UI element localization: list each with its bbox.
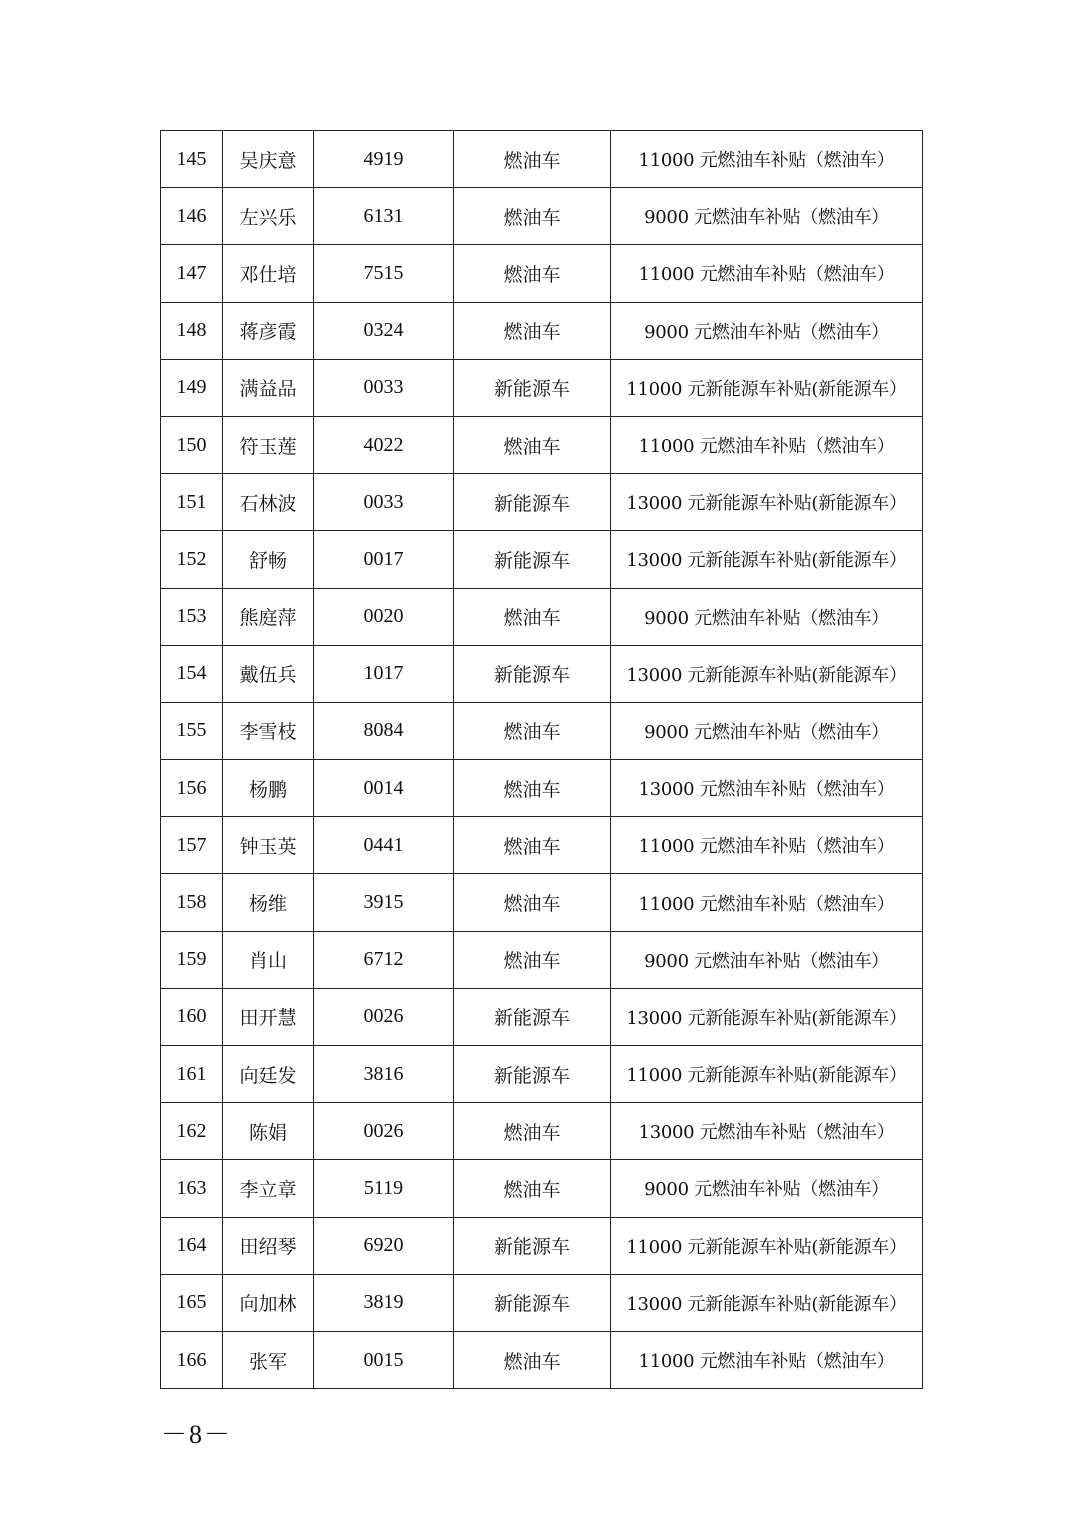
name-cell: 符玉莲 bbox=[223, 416, 314, 473]
subsidy-table-body bbox=[161, 131, 923, 1389]
vehicle-type-cell: 新能源车 bbox=[454, 531, 611, 588]
name-cell: 田绍琴 bbox=[223, 1217, 314, 1274]
vehicle-type-cell: 燃油车 bbox=[454, 931, 611, 988]
subsidy-cell: 9000 元燃油车补贴（燃油车） bbox=[611, 302, 923, 359]
row-number-cell: 147 bbox=[161, 245, 223, 302]
subsidy-cell: 11000 元燃油车补贴（燃油车） bbox=[611, 416, 923, 473]
table-row bbox=[161, 188, 923, 245]
table-row bbox=[161, 359, 923, 416]
plate-cell: 6131 bbox=[314, 188, 454, 245]
subsidy-cell: 13000 元新能源车补贴(新能源车） bbox=[611, 1274, 923, 1331]
table-row bbox=[161, 1046, 923, 1103]
table-row bbox=[161, 817, 923, 874]
subsidy-table bbox=[160, 130, 923, 1389]
table-row bbox=[161, 645, 923, 702]
subsidy-cell: 11000 元新能源车补贴(新能源车） bbox=[611, 1046, 923, 1103]
plate-cell: 0020 bbox=[314, 588, 454, 645]
subsidy-cell: 13000 元新能源车补贴(新能源车） bbox=[611, 645, 923, 702]
row-number-cell: 159 bbox=[161, 931, 223, 988]
table-row bbox=[161, 588, 923, 645]
name-cell: 李雪枝 bbox=[223, 702, 314, 759]
name-cell: 左兴乐 bbox=[223, 188, 314, 245]
vehicle-type-cell: 燃油车 bbox=[454, 588, 611, 645]
row-number-cell: 160 bbox=[161, 988, 223, 1045]
plate-cell: 0033 bbox=[314, 474, 454, 531]
table-row bbox=[161, 760, 923, 817]
vehicle-type-cell: 新能源车 bbox=[454, 359, 611, 416]
name-cell: 邓仕培 bbox=[223, 245, 314, 302]
page-number: －8－ bbox=[161, 1420, 233, 1449]
row-number-cell: 163 bbox=[161, 1160, 223, 1217]
vehicle-type-cell: 燃油车 bbox=[454, 245, 611, 302]
table-row bbox=[161, 1217, 923, 1274]
table-row bbox=[161, 131, 923, 188]
subsidy-cell: 13000 元新能源车补贴(新能源车） bbox=[611, 988, 923, 1045]
plate-cell: 3816 bbox=[314, 1046, 454, 1103]
subsidy-cell: 13000 元燃油车补贴（燃油车） bbox=[611, 760, 923, 817]
table-row bbox=[161, 1331, 923, 1388]
table-row bbox=[161, 302, 923, 359]
row-number-cell: 152 bbox=[161, 531, 223, 588]
plate-cell: 0015 bbox=[314, 1331, 454, 1388]
subsidy-cell: 13000 元新能源车补贴(新能源车） bbox=[611, 474, 923, 531]
vehicle-type-cell: 新能源车 bbox=[454, 1046, 611, 1103]
table-row bbox=[161, 245, 923, 302]
name-cell: 向廷发 bbox=[223, 1046, 314, 1103]
name-cell: 李立章 bbox=[223, 1160, 314, 1217]
plate-cell: 7515 bbox=[314, 245, 454, 302]
vehicle-type-cell: 燃油车 bbox=[454, 702, 611, 759]
name-cell: 张军 bbox=[223, 1331, 314, 1388]
subsidy-cell: 9000 元燃油车补贴（燃油车） bbox=[611, 188, 923, 245]
subsidy-cell: 13000 元新能源车补贴(新能源车） bbox=[611, 531, 923, 588]
subsidy-cell: 9000 元燃油车补贴（燃油车） bbox=[611, 1160, 923, 1217]
vehicle-type-cell: 新能源车 bbox=[454, 645, 611, 702]
plate-cell: 8084 bbox=[314, 702, 454, 759]
row-number-cell: 151 bbox=[161, 474, 223, 531]
vehicle-type-cell: 燃油车 bbox=[454, 302, 611, 359]
table-row bbox=[161, 931, 923, 988]
row-number-cell: 161 bbox=[161, 1046, 223, 1103]
vehicle-type-cell: 新能源车 bbox=[454, 1217, 611, 1274]
subsidy-cell: 11000 元燃油车补贴（燃油车） bbox=[611, 874, 923, 931]
table-row bbox=[161, 531, 923, 588]
name-cell: 舒畅 bbox=[223, 531, 314, 588]
row-number-cell: 146 bbox=[161, 188, 223, 245]
row-number-cell: 162 bbox=[161, 1103, 223, 1160]
vehicle-type-cell: 燃油车 bbox=[454, 131, 611, 188]
subsidy-cell: 11000 元燃油车补贴（燃油车） bbox=[611, 245, 923, 302]
table-row bbox=[161, 474, 923, 531]
name-cell: 陈娟 bbox=[223, 1103, 314, 1160]
table-row bbox=[161, 1274, 923, 1331]
name-cell: 吴庆意 bbox=[223, 131, 314, 188]
row-number-cell: 165 bbox=[161, 1274, 223, 1331]
name-cell: 蒋彦霞 bbox=[223, 302, 314, 359]
subsidy-cell: 9000 元燃油车补贴（燃油车） bbox=[611, 588, 923, 645]
vehicle-type-cell: 新能源车 bbox=[454, 474, 611, 531]
table-row bbox=[161, 702, 923, 759]
plate-cell: 6920 bbox=[314, 1217, 454, 1274]
table-row bbox=[161, 874, 923, 931]
name-cell: 杨鹏 bbox=[223, 760, 314, 817]
plate-cell: 3819 bbox=[314, 1274, 454, 1331]
plate-cell: 5119 bbox=[314, 1160, 454, 1217]
subsidy-table-container bbox=[160, 130, 922, 1389]
row-number-cell: 148 bbox=[161, 302, 223, 359]
subsidy-cell: 11000 元新能源车补贴(新能源车） bbox=[611, 359, 923, 416]
vehicle-type-cell: 燃油车 bbox=[454, 1160, 611, 1217]
subsidy-cell: 11000 元燃油车补贴（燃油车） bbox=[611, 817, 923, 874]
row-number-cell: 166 bbox=[161, 1331, 223, 1388]
name-cell: 熊庭萍 bbox=[223, 588, 314, 645]
vehicle-type-cell: 新能源车 bbox=[454, 1274, 611, 1331]
plate-cell: 0324 bbox=[314, 302, 454, 359]
vehicle-type-cell: 燃油车 bbox=[454, 817, 611, 874]
table-row bbox=[161, 988, 923, 1045]
plate-cell: 0441 bbox=[314, 817, 454, 874]
subsidy-cell: 13000 元燃油车补贴（燃油车） bbox=[611, 1103, 923, 1160]
table-row bbox=[161, 1160, 923, 1217]
row-number-cell: 145 bbox=[161, 131, 223, 188]
plate-cell: 0033 bbox=[314, 359, 454, 416]
name-cell: 戴伍兵 bbox=[223, 645, 314, 702]
name-cell: 钟玉英 bbox=[223, 817, 314, 874]
vehicle-type-cell: 燃油车 bbox=[454, 188, 611, 245]
name-cell: 田开慧 bbox=[223, 988, 314, 1045]
row-number-cell: 149 bbox=[161, 359, 223, 416]
plate-cell: 0017 bbox=[314, 531, 454, 588]
name-cell: 石林波 bbox=[223, 474, 314, 531]
row-number-cell: 157 bbox=[161, 817, 223, 874]
row-number-cell: 164 bbox=[161, 1217, 223, 1274]
row-number-cell: 150 bbox=[161, 416, 223, 473]
plate-cell: 0026 bbox=[314, 988, 454, 1045]
vehicle-type-cell: 燃油车 bbox=[454, 874, 611, 931]
subsidy-cell: 11000 元燃油车补贴（燃油车） bbox=[611, 1331, 923, 1388]
subsidy-cell: 11000 元燃油车补贴（燃油车） bbox=[611, 131, 923, 188]
table-row bbox=[161, 1103, 923, 1160]
name-cell: 肖山 bbox=[223, 931, 314, 988]
name-cell: 满益品 bbox=[223, 359, 314, 416]
plate-cell: 0014 bbox=[314, 760, 454, 817]
plate-cell: 4919 bbox=[314, 131, 454, 188]
subsidy-cell: 9000 元燃油车补贴（燃油车） bbox=[611, 931, 923, 988]
plate-cell: 0026 bbox=[314, 1103, 454, 1160]
subsidy-cell: 11000 元新能源车补贴(新能源车） bbox=[611, 1217, 923, 1274]
plate-cell: 6712 bbox=[314, 931, 454, 988]
row-number-cell: 156 bbox=[161, 760, 223, 817]
plate-cell: 3915 bbox=[314, 874, 454, 931]
row-number-cell: 154 bbox=[161, 645, 223, 702]
vehicle-type-cell: 燃油车 bbox=[454, 1103, 611, 1160]
vehicle-type-cell: 新能源车 bbox=[454, 988, 611, 1045]
vehicle-type-cell: 燃油车 bbox=[454, 416, 611, 473]
vehicle-type-cell: 燃油车 bbox=[454, 760, 611, 817]
name-cell: 杨维 bbox=[223, 874, 314, 931]
table-row bbox=[161, 416, 923, 473]
name-cell: 向加林 bbox=[223, 1274, 314, 1331]
row-number-cell: 155 bbox=[161, 702, 223, 759]
row-number-cell: 153 bbox=[161, 588, 223, 645]
subsidy-cell: 9000 元燃油车补贴（燃油车） bbox=[611, 702, 923, 759]
plate-cell: 4022 bbox=[314, 416, 454, 473]
row-number-cell: 158 bbox=[161, 874, 223, 931]
plate-cell: 1017 bbox=[314, 645, 454, 702]
vehicle-type-cell: 燃油车 bbox=[454, 1331, 611, 1388]
